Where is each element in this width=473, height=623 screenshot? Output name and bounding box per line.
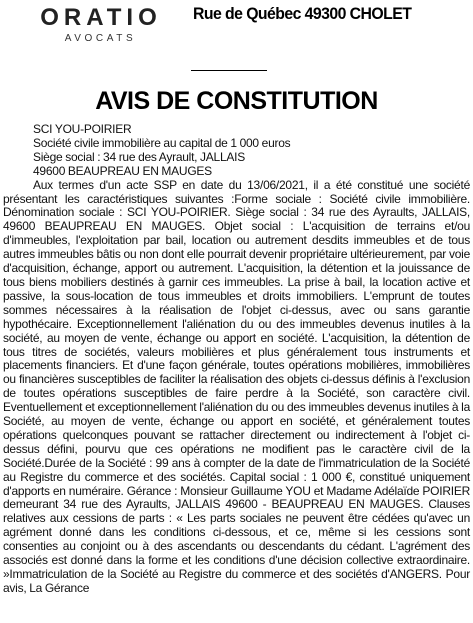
notice-title: AVIS DE CONSTITUTION xyxy=(95,87,378,115)
firm-address: Rue de Québec 49300 CHOLET xyxy=(193,4,412,23)
notice-paragraph: Aux termes d'un acte SSP en date du 13/06/2021, il a été constitué une société présentant les caractéristiques suivantes :Forme sociale : Société civile immobilière. Dénomination sociale : SCI YOU-POIRIER. Siège social : 34 rue des Ayraults, JALLAIS, 49600 BEAUPREAU EN MAUGES. Objet social : L'acquisition de terrains et/ou d'immeubles, l'exploitation par bail, location ou autrement desdits immeubles et de tous autres immeubles bâtis ou non dont elle pourrait devenir propriétaire ultérieurement, par voie d'acquisition, échange, apport ou autrement. L'acquisition, la détention et la jouissance de tous biens mobiliers destinés à garnir ces immeubles. La prise à bail, la location active et passive, la sous-location de tous immeubles et droits immobiliers. L'emprunt de toutes sommes nécessaires à la réalisation de l'objet ci-dessus, avec ou sans garantie hypothécaire. Exceptionnellement l'aliénation du ou des immeubles devenus inutiles à la société, au moyen de vente, échange ou apport en société. L'acquisition, la détention de tous titres de sociétés, valeurs mobilières et plus généralement tous instruments et placements financiers. Et d'une façon générale, toutes opérations mobilières, immobilières ou financières susceptibles de faciliter la réalisation des objets ci-dessus définis à l'exclusion de toutes opérations susceptibles de faire perdre à la Société, son caractère civil. Eventuellement et exceptionnellement l'aliénation du ou des immeubles devenus inutiles à la Société, au moyen de vente, échange ou apport en société, et généralement toutes opérations quelconques pouvant se rattacher directement ou indirectement à l'objet ci-dessus défini, pourvu que ces opérations ne modifient pas le caractère civil de la Société.Durée de la Société : 99 ans à compter de la date de l'immatriculation de la Société au Registre du commerce et des sociétés. Capital social : 1 000 €, constitué uniquement d'apports en numéraire. Gérance : Monsieur Guillaume YOU et Madame Adélaïde POIRIER demeurant 34 rue des Ayraults, JALLAIS 49600 - BEAUPREAU EN MAUGES. Clauses relatives aux cessions de parts : « Les parts sociales ne peuvent être cédées qu'avec un agrément donné dans les conditions ci-dessous, et ce, même si les cessions sont consenties au conjoint ou à des ascendants ou descendants du cédant. L'agrément des associés est donné dans la forme et les conditions d'une décision collective extraordinaire. »Immatriculation de la Société au Registre du commerce et des sociétés d'ANGERS. Pour avis, La Gérance xyxy=(3,177,470,595)
registered-office-city: 49600 BEAUPREAU EN MAUGES xyxy=(33,163,212,178)
company-name: SCI YOU-POIRIER xyxy=(33,122,132,136)
company-form-capital: Société civile immobilière au capital de 1 000 euros xyxy=(33,135,291,150)
registered-office: Siège social : 34 rue des Ayrault, JALLAIS xyxy=(33,149,245,164)
oratio-logo xyxy=(26,4,172,46)
notice-body xyxy=(3,123,470,596)
title-divider xyxy=(191,70,267,71)
logo-wordmark: ORATIO xyxy=(40,4,162,31)
logo-subtitle: AVOCATS xyxy=(64,33,137,44)
